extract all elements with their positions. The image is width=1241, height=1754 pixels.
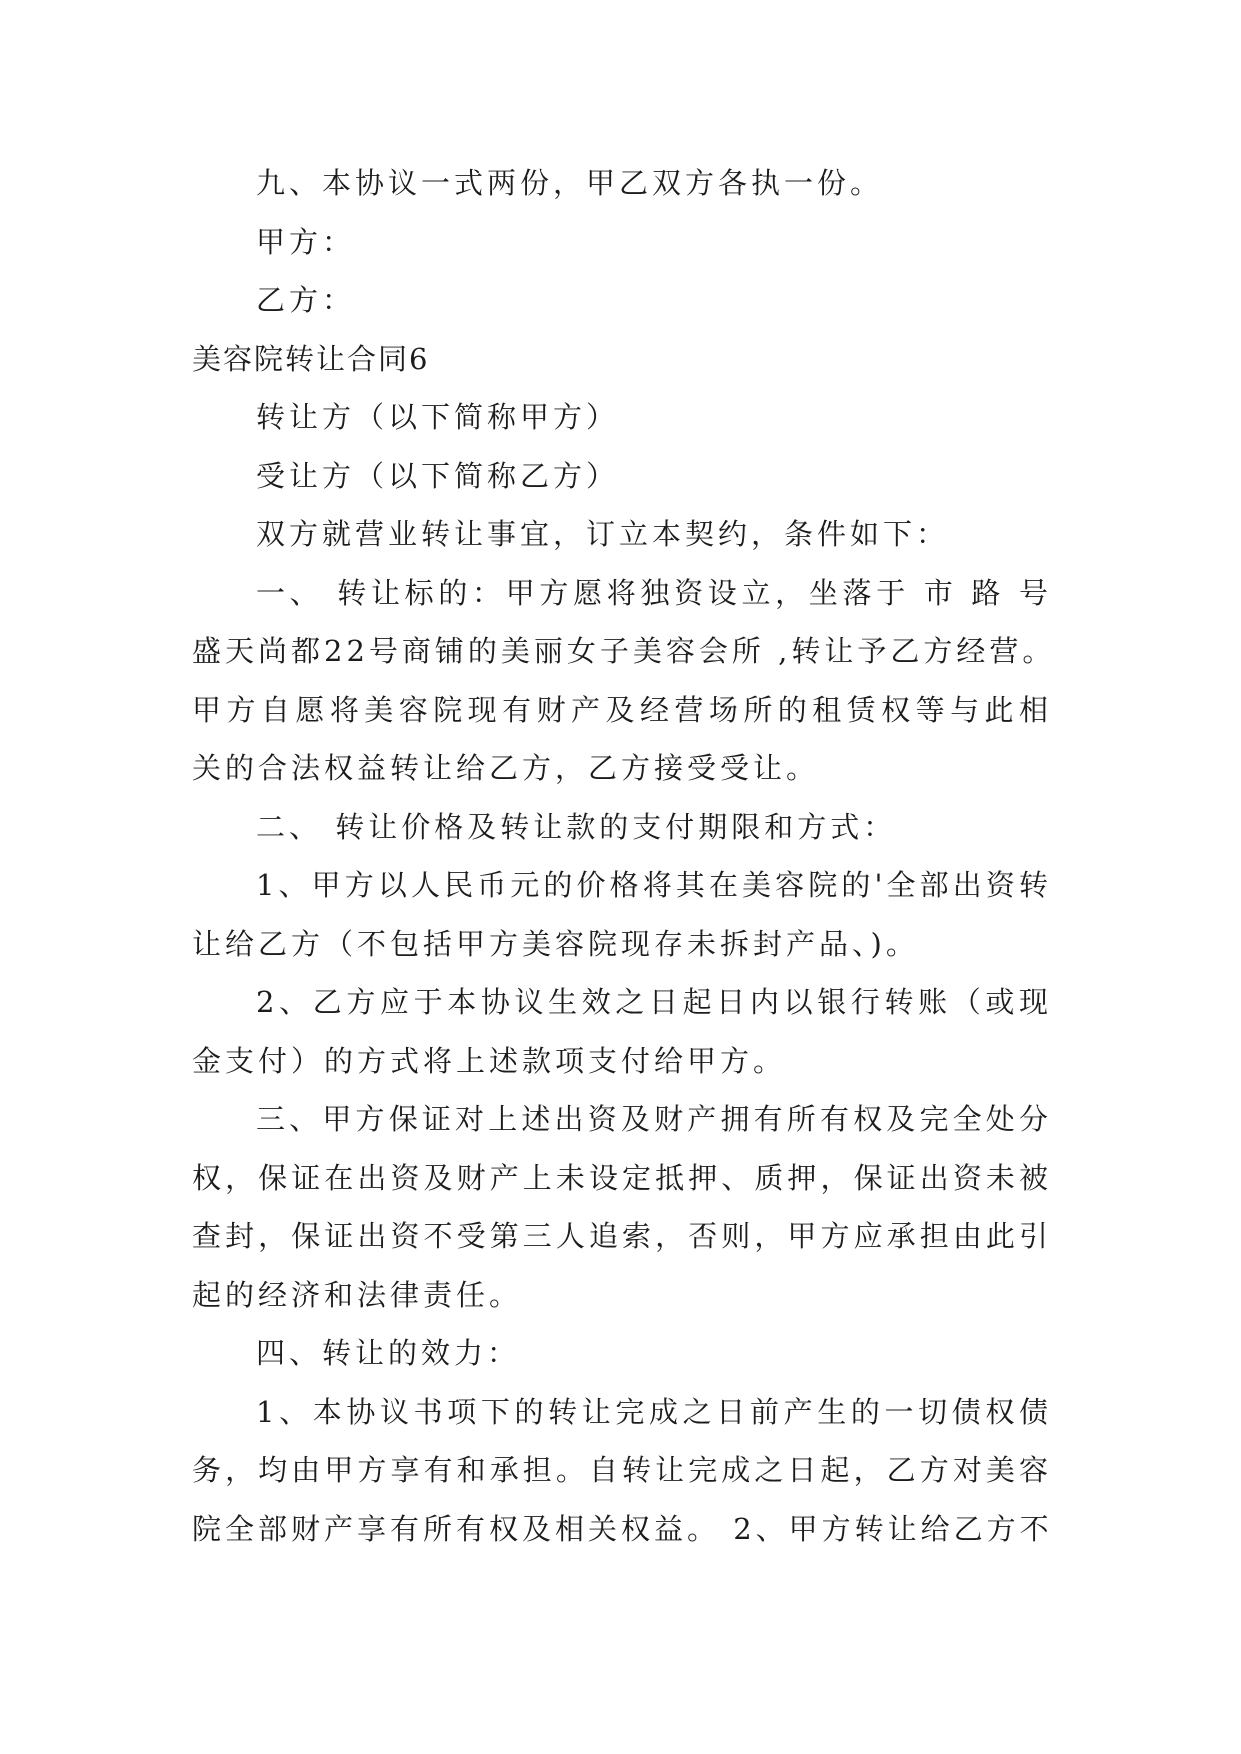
clause-three-line-1: 三、甲方保证对上述出资及财产拥有所有权及完全处分 <box>256 1102 1052 1136</box>
clause-two-item-2-line-2: 金支付）的方式将上述款项支付给甲方。 <box>192 1043 787 1078</box>
clause-four-heading: 四、转让的效力： <box>256 1336 521 1370</box>
clause-two-heading: 二、 转让价格及转让款的支付期限和方式： <box>256 809 897 844</box>
clause-three-line-2: 权，保证在出资及财产上未设定抵押、质押，保证出资未被 <box>192 1160 1052 1195</box>
clause-two-item-2-line-1: 2、乙方应于本协议生效之日起日内以银行转账（或现 <box>256 985 1052 1019</box>
transferor-line: 转让方（以下简称甲方） <box>256 400 620 434</box>
party-a-signature-label: 甲方： <box>256 224 356 259</box>
clause-four-item-1-line-1: 1、本协议书项下的转让完成之日前产生的一切债权债 <box>256 1394 1052 1429</box>
clause-one-line-4: 关的合法权益转让给乙方，乙方接受受让。 <box>192 751 820 785</box>
clause-four-item-1-line-2: 务，均由甲方享有和承担。自转让完成之日起，乙方对美容 <box>192 1453 1052 1487</box>
party-b-signature-label: 乙方： <box>256 283 356 317</box>
clause-four-item-1-line-3: 院全部财产享有所有权及相关权益。 2、甲方转让给乙方不 <box>192 1511 1053 1546</box>
preamble: 双方就营业转让事宜，订立本契约，条件如下： <box>256 517 950 551</box>
clause-nine: 九、本协议一式两份，甲乙双方各执一份。 <box>256 166 884 200</box>
clause-one-line-3: 甲方自愿将美容院现有财产及经营场所的租赁权等与此相 <box>192 692 1052 727</box>
clause-two-item-1-line-1: 1、甲方以人民币元的价格将其在美容院的'全部出资转 <box>256 868 1052 902</box>
transferee-line: 受让方（以下简称乙方） <box>256 458 620 493</box>
clause-three-line-3: 查封，保证出资不受第三人追索，否则，甲方应承担由此引 <box>192 1219 1052 1253</box>
clause-two-item-1-line-2: 让给乙方（不包括甲方美容院现存未拆封产品、)。 <box>192 926 919 961</box>
clause-one-line-2: 盛天尚都22号商铺的美丽女子美容会所 ,转让予乙方经营。 <box>192 634 1056 668</box>
clause-three-line-4: 起的经济和法律责任。 <box>192 1277 523 1312</box>
clause-one-line-1: 一、 转让标的：甲方愿将独资设立，坐落于 市 路 号 <box>256 575 1052 610</box>
document-page <box>192 154 1056 1558</box>
contract-title: 美容院转让合同6 <box>192 341 430 376</box>
